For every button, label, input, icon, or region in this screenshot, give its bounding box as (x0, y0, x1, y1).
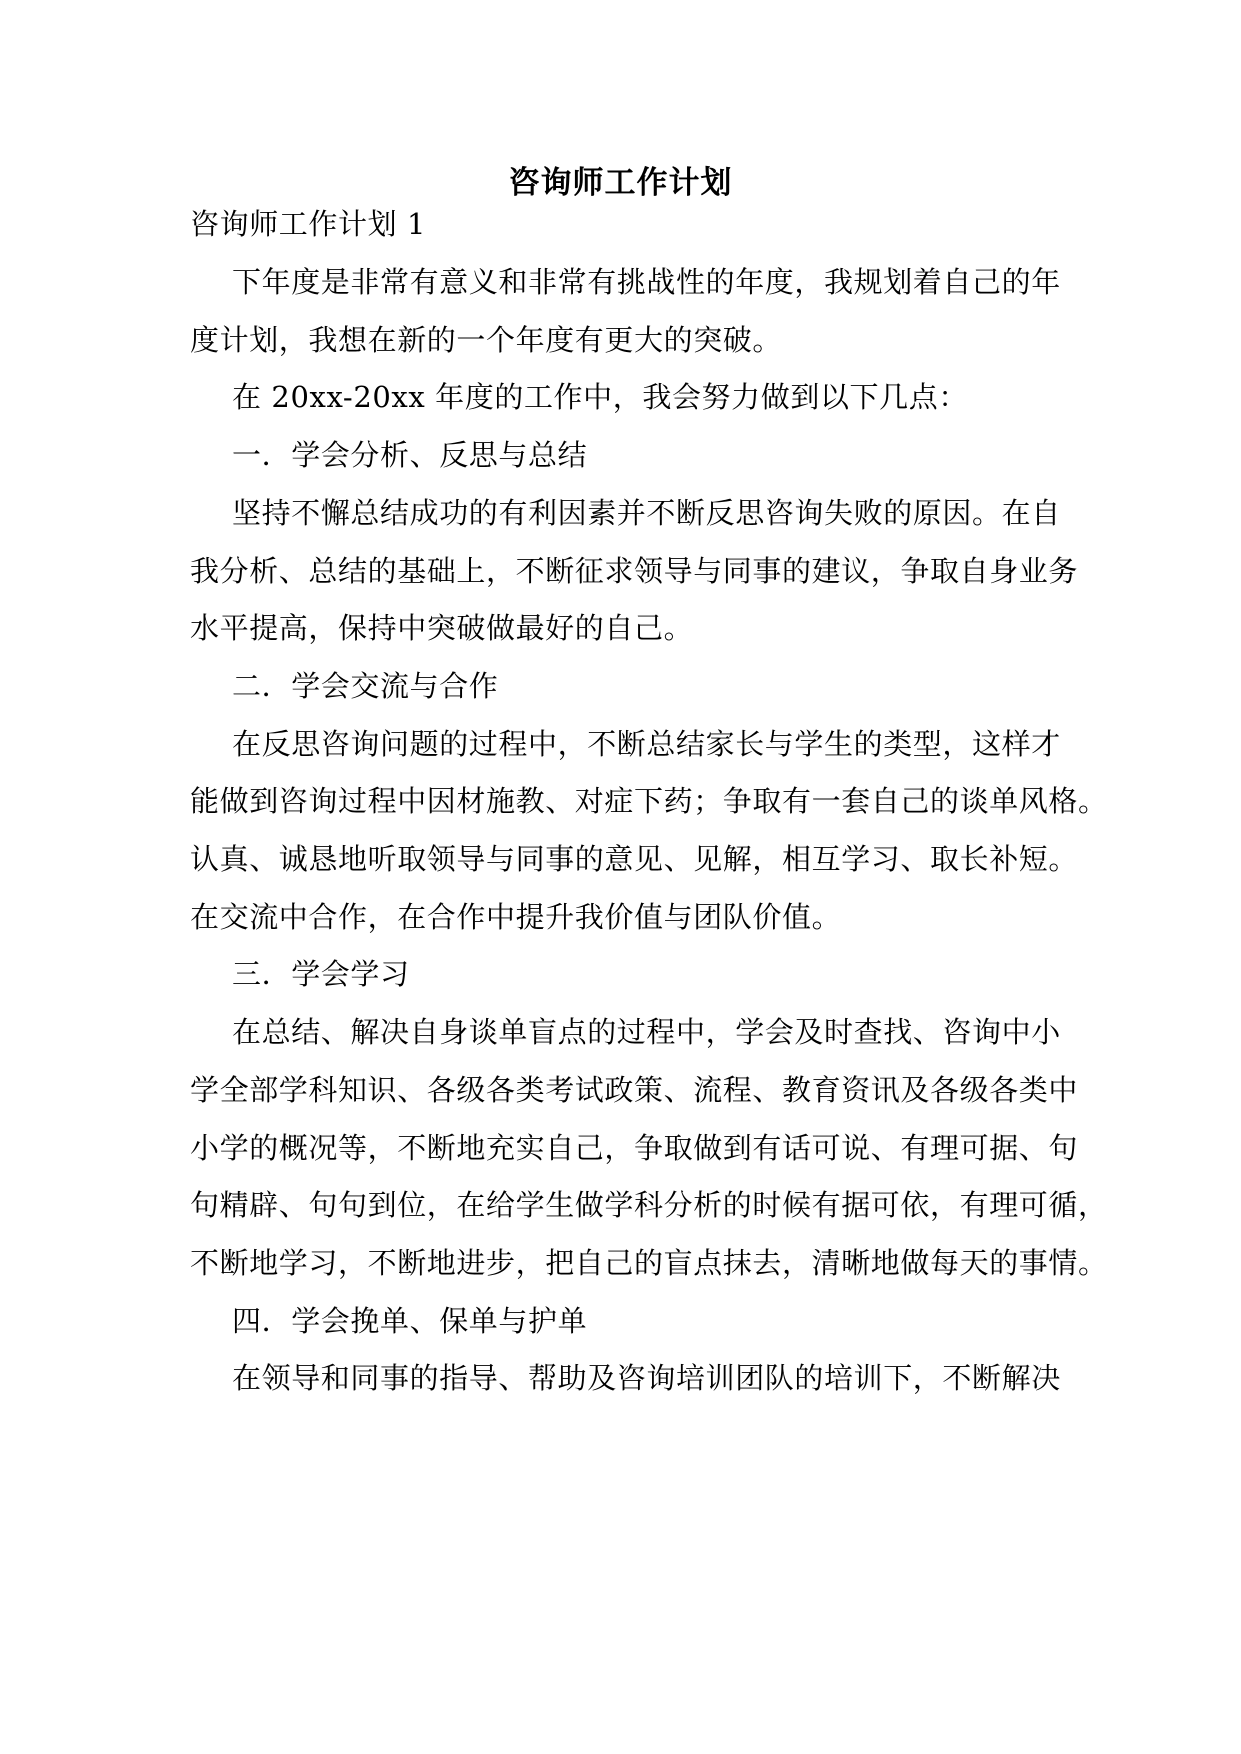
paragraph-line: 度计划，我想在新的一个年度有更大的突破。 (190, 323, 783, 357)
paragraph-line: 小学的概况等，不断地充实自己，争取做到有话可说、有理可据、句 (190, 1131, 1079, 1165)
paragraph-line: 在总结、解决自身谈单盲点的过程中，学会及时查找、咨询中小 (232, 1015, 1061, 1049)
paragraph-line: 学全部学科知识、各级各类考试政策、流程、教育资讯及各级各类中 (190, 1073, 1079, 1107)
list-heading: 四．学会挽单、保单与护单 (232, 1304, 588, 1338)
list-heading: 三．学会学习 (232, 957, 410, 991)
paragraph-line: 水平提高，保持中突破做最好的自己。 (190, 611, 694, 645)
paragraph-line: 不断地学习，不断地进步，把自己的盲点抹去，清晰地做每天的事情。 (190, 1246, 1108, 1280)
section-heading: 咨询师工作计划 1 (190, 207, 427, 241)
list-heading: 二．学会交流与合作 (232, 669, 499, 703)
paragraph-line: 坚持不懈总结成功的有利因素并不断反思咨询失败的原因。在自 (232, 496, 1061, 530)
paragraph-line: 在反思咨询问题的过程中，不断总结家长与学生的类型，这样才 (232, 727, 1061, 761)
list-heading: 一．学会分析、反思与总结 (232, 438, 588, 472)
paragraph-line: 能做到咨询过程中因材施教、对症下药；争取有一套自己的谈单风格。 (190, 784, 1108, 818)
paragraph-line: 我分析、总结的基础上，不断征求领导与同事的建议，争取自身业务 (190, 554, 1079, 588)
paragraph-line: 句精辟、句句到位，在给学生做学科分析的时候有据可依，有理可循， (190, 1188, 1108, 1222)
paragraph-line: 在交流中合作，在合作中提升我价值与团队价值。 (190, 900, 842, 934)
paragraph-line: 在领导和同事的指导、帮助及咨询培训团队的培训下，不断解决 (232, 1361, 1061, 1395)
paragraph-line: 在 20xx-20xx 年度的工作中，我会努力做到以下几点： (232, 380, 968, 414)
paragraph-line: 下年度是非常有意义和非常有挑战性的年度，我规划着自己的年 (232, 265, 1061, 299)
document-title: 咨询师工作计划 (508, 165, 733, 201)
paragraph-line: 认真、诚恳地听取领导与同事的意见、见解，相互学习、取长补短。 (190, 842, 1079, 876)
